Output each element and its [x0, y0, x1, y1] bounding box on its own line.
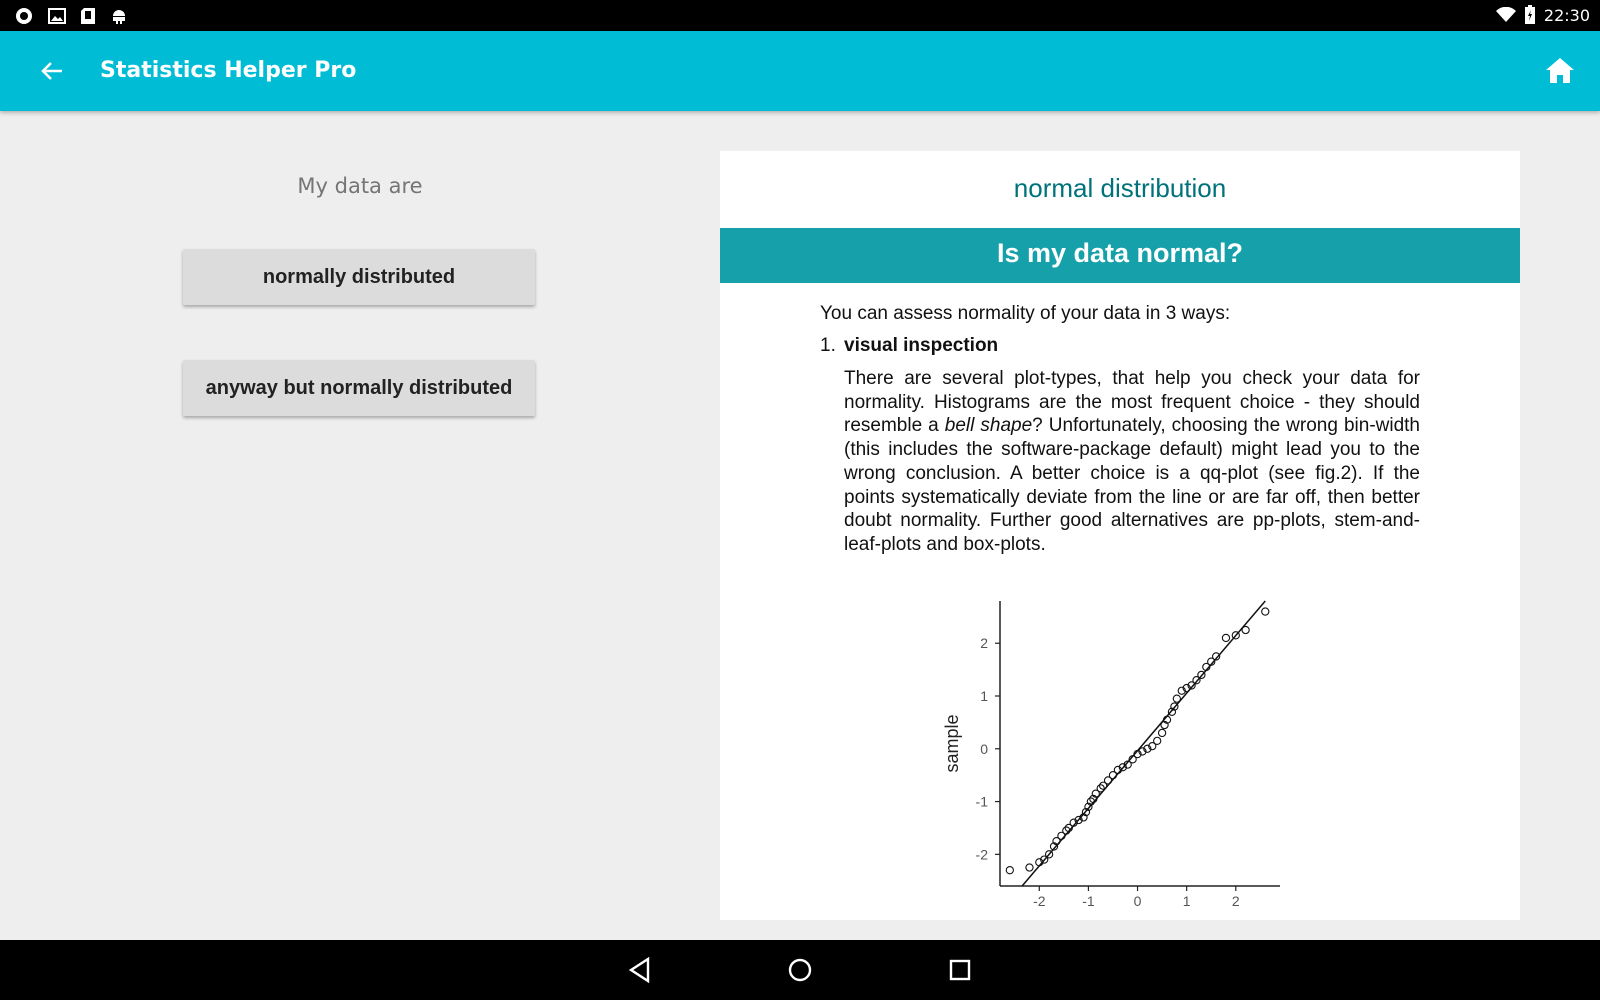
nav-home-button[interactable] — [784, 954, 816, 986]
back-button[interactable] — [34, 53, 70, 89]
status-time: 22:30 — [1543, 5, 1590, 25]
data-point — [1006, 867, 1013, 874]
system-nav-bar — [0, 940, 1600, 1000]
intro-text: You can assess normality of your data in 3 ways: — [820, 303, 1231, 324]
data-point — [1222, 634, 1229, 641]
back-arrow-icon — [34, 53, 70, 89]
card-content — [820, 303, 1420, 557]
home-icon — [1542, 53, 1578, 89]
app-title: Statistics Helper Pro — [100, 58, 357, 83]
visual-inspection-paragraph — [844, 367, 1420, 557]
data-point — [1173, 695, 1180, 702]
y-axis-label: sample — [942, 714, 962, 773]
qq-plot — [940, 591, 1300, 920]
home-button[interactable] — [1542, 53, 1578, 89]
info-card — [720, 151, 1520, 920]
android-icon — [110, 7, 128, 25]
sd-card-icon — [80, 7, 96, 25]
x-tick-label: -1 — [1082, 893, 1095, 909]
data-point — [1026, 864, 1033, 871]
data-point — [1262, 608, 1269, 615]
x-tick-label: 0 — [1133, 893, 1142, 909]
status-icons-right — [1496, 5, 1590, 25]
y-tick-label: 2 — [980, 635, 988, 652]
section-heading: Is my data normal? — [720, 228, 1520, 283]
status-icons-left — [14, 6, 128, 26]
normally-distributed-button[interactable]: normally distributed — [183, 249, 535, 305]
prompt-text: My data are — [297, 174, 423, 198]
y-tick-label: 1 — [980, 688, 988, 704]
y-tick-label: -2 — [975, 846, 988, 863]
x-tick-label: -2 — [1033, 893, 1046, 909]
app-notification-icon — [14, 6, 34, 26]
image-icon — [48, 8, 66, 24]
home-circle-icon — [784, 954, 816, 986]
x-tick-label: 2 — [1231, 893, 1240, 909]
choice-panel — [0, 111, 720, 940]
anyway-but-normally-distributed-button[interactable]: anyway but normally distributed — [183, 360, 535, 416]
wifi-icon — [1496, 7, 1516, 23]
app-bar — [0, 31, 1600, 111]
y-tick-label: -1 — [975, 793, 988, 810]
list-item — [820, 335, 1420, 357]
status-bar — [0, 0, 1600, 31]
y-tick-label: 0 — [980, 740, 988, 757]
list-number: 1. — [820, 335, 836, 356]
list-label: visual inspection — [844, 335, 999, 356]
nav-back-button[interactable] — [624, 954, 656, 986]
recents-square-icon — [944, 954, 976, 986]
card-title: normal distribution — [1013, 173, 1227, 203]
data-point — [1154, 737, 1161, 744]
data-point — [1242, 626, 1249, 633]
nav-recents-button[interactable] — [944, 954, 976, 986]
battery-icon — [1524, 5, 1536, 25]
para-italic: bell shape — [944, 415, 1033, 437]
data-point — [1159, 729, 1166, 736]
para-part1: There are several plot-types, that help you check your data for normality. Histograms are the most frequent choice - they should resemble a — [844, 368, 1420, 437]
para-part2: ? Unfortunately, choosing the wrong bin-width (this includes the software-package default) might lead you to the wrong conclusion. A better choice is a qq-plot (see fig.2). If the points systematically deviate from the line or are far off, then better doubt normality. Further good alternatives are pp-plots, stem-and-leaf-plots and box-plots. — [844, 415, 1420, 555]
back-triangle-icon — [624, 954, 656, 986]
x-tick-label: 1 — [1182, 893, 1191, 909]
reference-line — [1022, 601, 1265, 886]
